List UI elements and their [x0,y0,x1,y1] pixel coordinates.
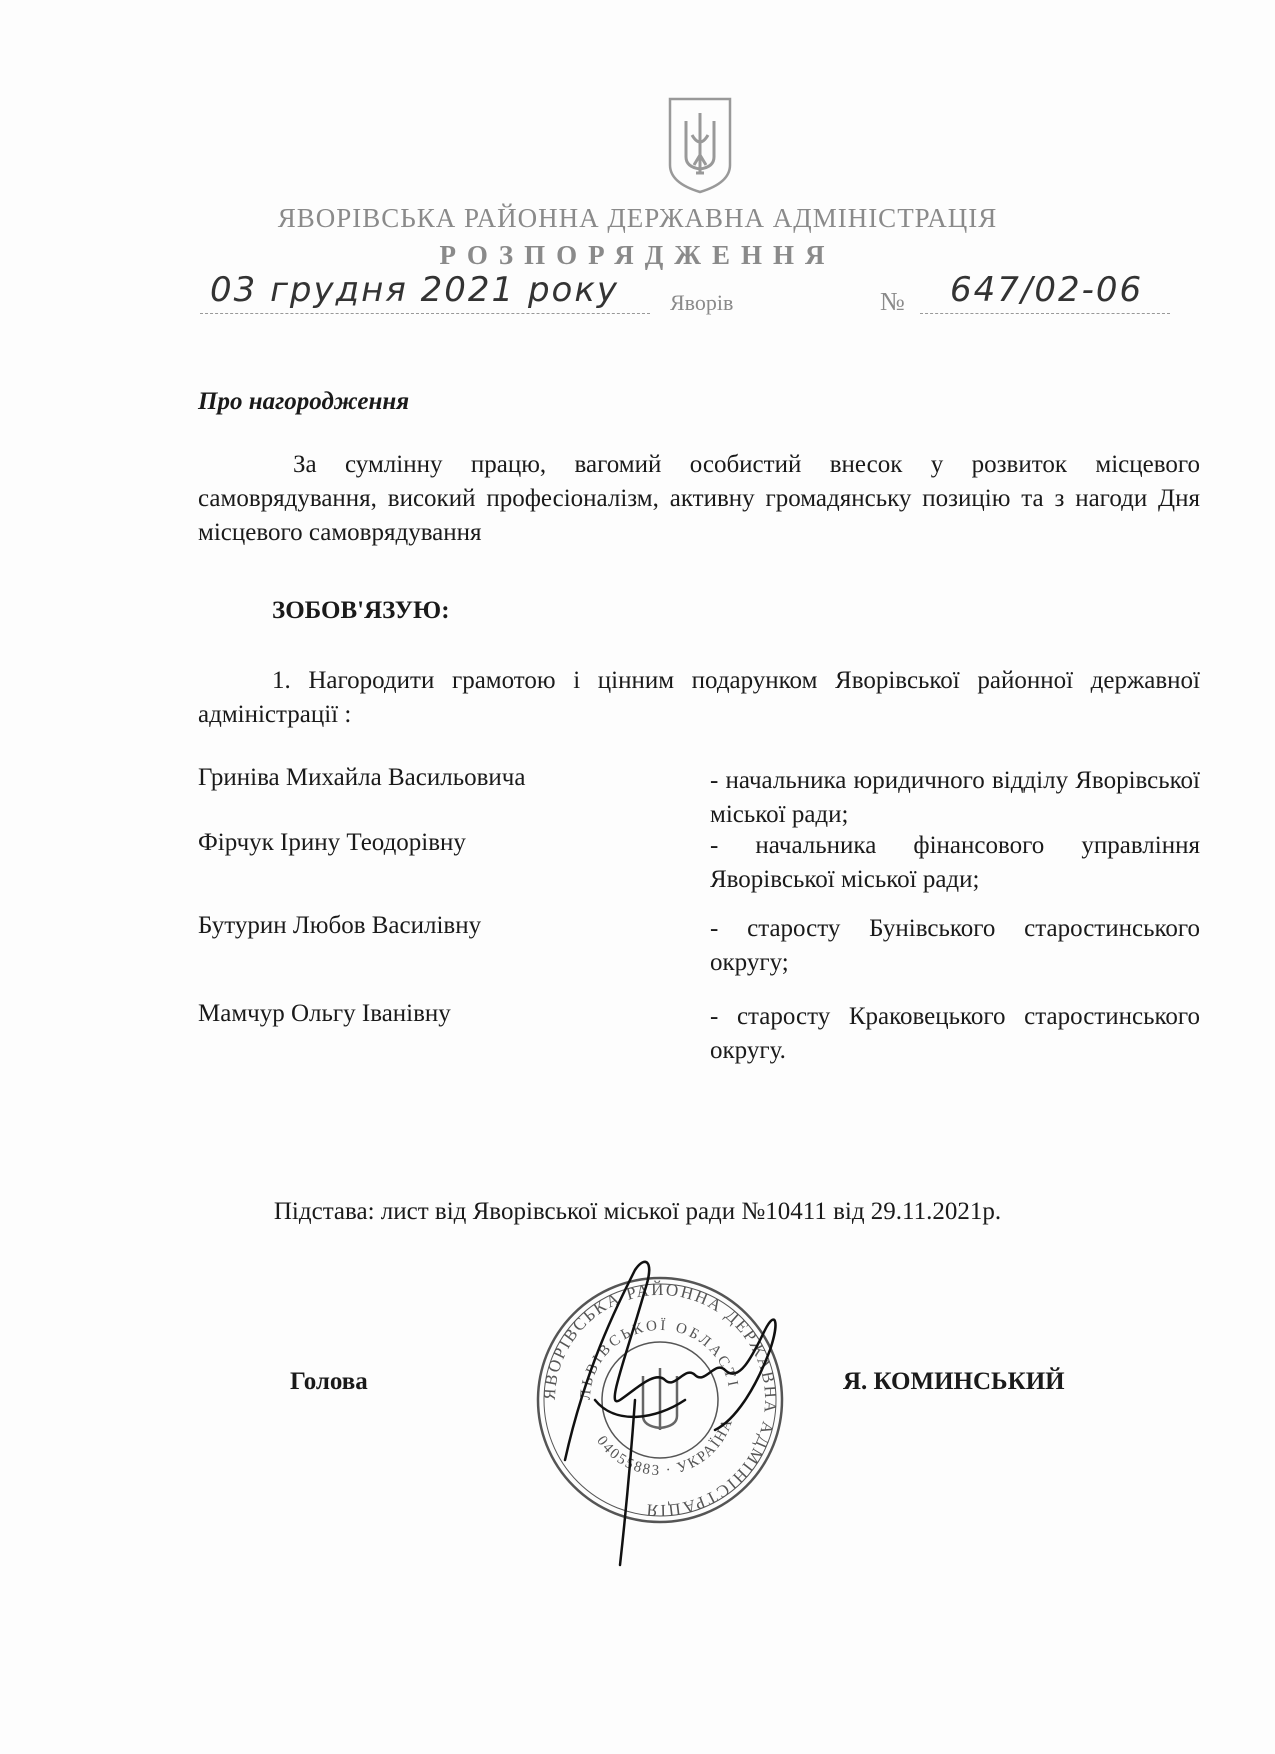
document-date: 03 грудня 2021 року [210,270,620,310]
svg-text:ЛЬВІВСЬКОЇ ОБЛАСТІ: ЛЬВІВСЬКОЇ ОБЛАСТІ [577,1317,742,1401]
svg-text:04055883 · УКРАЇНА: 04055883 · УКРАЇНА [593,1415,737,1480]
basis-line: Підстава: лист від Яворівської міської ради №10411 від 29.11.2021р. [273,1198,1002,1225]
order-heading: ЗОБОВ'ЯЗУЮ: [272,597,450,624]
document-city: Яворів [670,290,734,315]
order-item-1: 1. Нагородити грамотою і цінним подарунком Яворівської районної державної адміністрації : [198,667,1200,728]
signatory-name: Я. КОМИНСЬКИЙ [843,1368,1065,1395]
document-type: РОЗПОРЯДЖЕННЯ [439,240,836,270]
signatory-title: Голова [290,1368,368,1395]
recipient-position: - старосту Бунівського старостинського округу; [710,915,1200,976]
intro-paragraph: За сумлінну працю, вагомий особистий внесок у розвиток місцевого самоврядування, високий професіоналізм, активну громадянську позицію та з нагоди Дня місцевого самоврядування [198,451,1200,546]
recipient-name: Гриніва Михайла Васильовича [198,764,526,791]
recipient-position: - старосту Краковецького старостинського округу. [710,1003,1200,1064]
round-official-seal-icon [525,1250,795,1570]
organization-name: ЯВОРІВСЬКА РАЙОННА ДЕРЖАВНА АДМІНІСТРАЦІЯ [277,203,998,233]
trident-coat-of-arms-icon [666,95,734,195]
document-number: 647/02-06 [950,270,1144,310]
recipient-name: Мамчур Ольгу Іванівну [198,1000,451,1027]
recipient-position: - начальника юридичного відділу Яворівської міської ради; [710,767,1200,828]
recipient-name: Фірчук Ірину Теодорівну [198,829,466,856]
document-subject: Про нагородження [198,388,410,415]
number-sign: № [880,287,905,316]
recipient-name: Бутурин Любов Василівну [198,912,482,939]
svg-text:ЯВОРІВСЬКА РАЙОННА ДЕРЖАВНА АД: ЯВОРІВСЬКА РАЙОННА ДЕРЖАВНА АДМІНІСТРАЦІЯ [539,1279,781,1521]
recipient-position: - начальника фінансового управління Яворівської міської ради; [710,832,1200,893]
